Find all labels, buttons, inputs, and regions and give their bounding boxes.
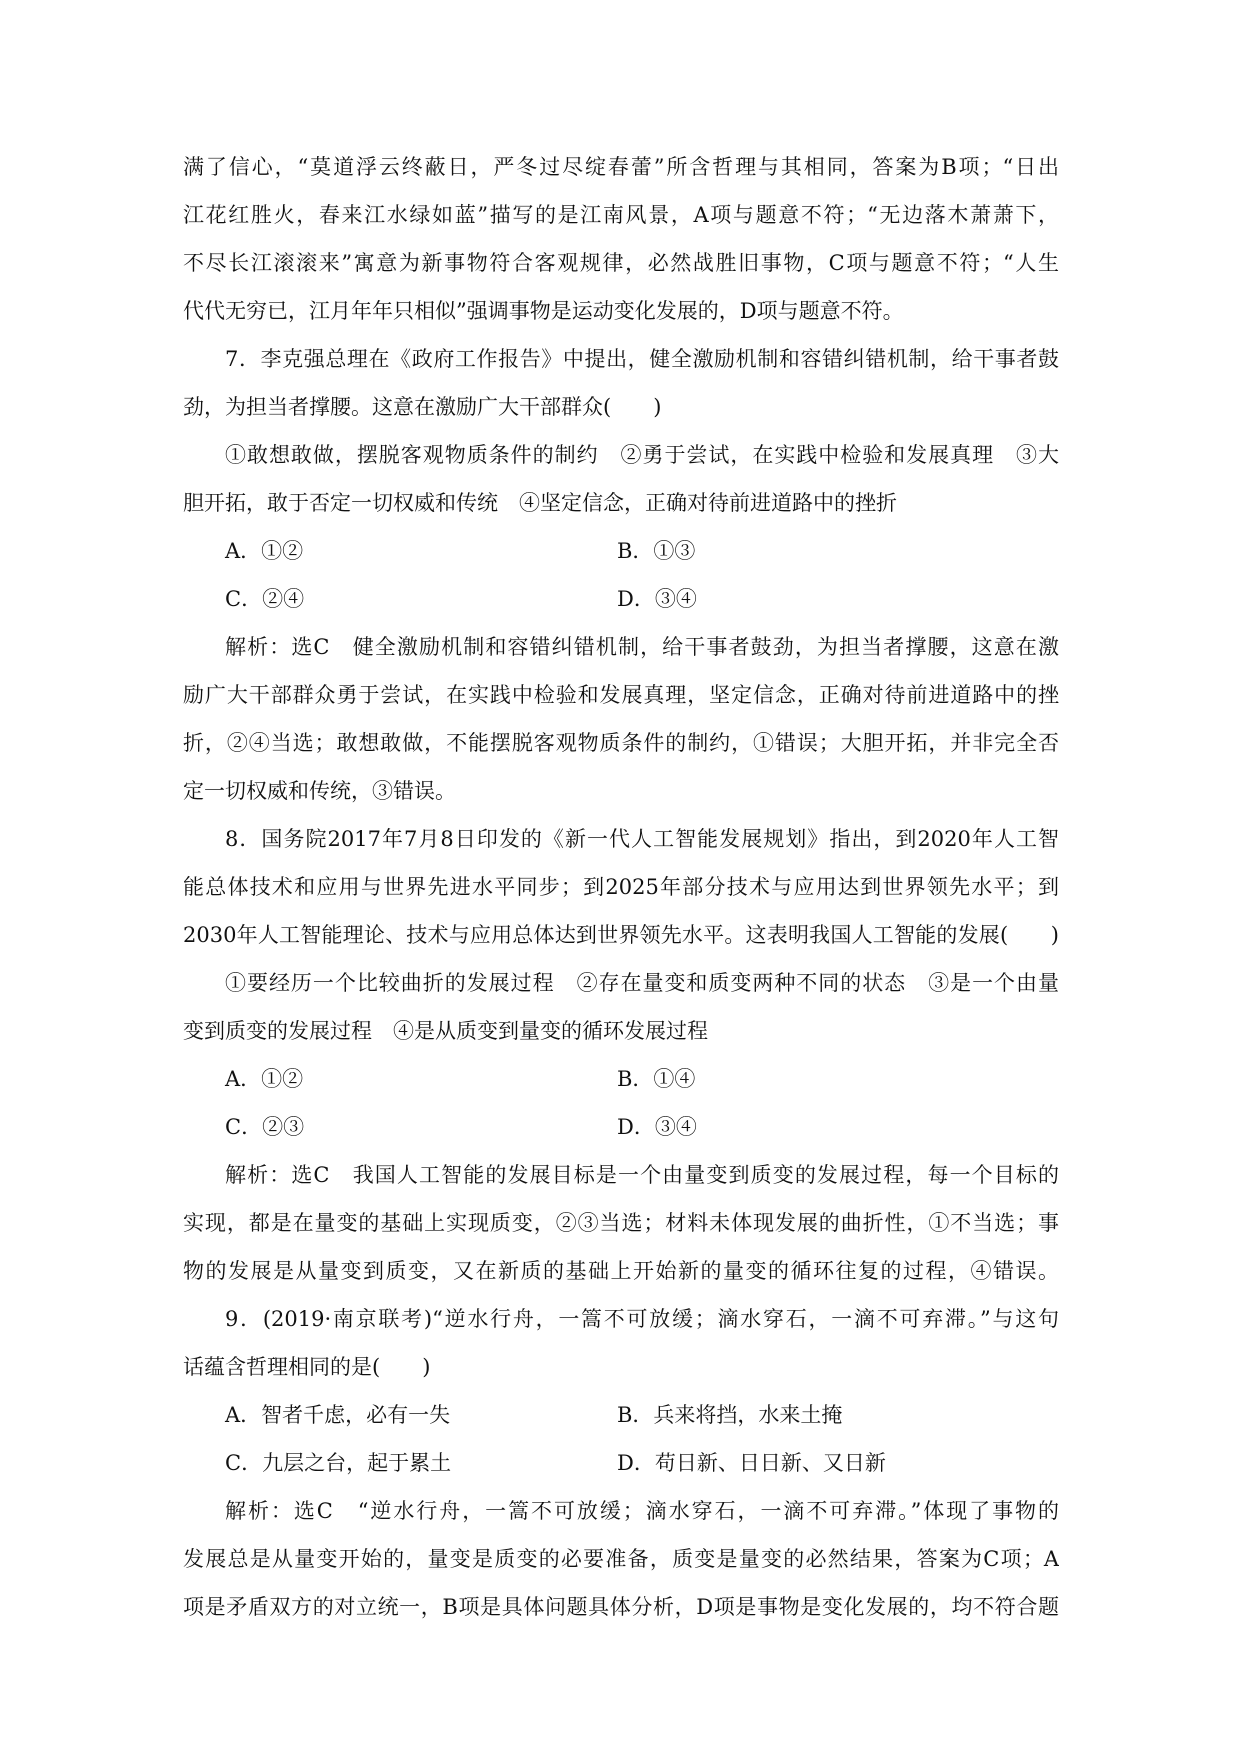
- option-a: A．①②: [225, 539, 304, 563]
- question-7-statements: ①敢想敢做，摆脱客观物质条件的制约 ②勇于尝试，在实践中检验和发展真理 ③大: [225, 443, 1059, 467]
- question-9-options-row: [183, 1439, 1059, 1487]
- question-7-options-row: [183, 527, 1059, 575]
- question-9-stem: 9．(2019·南京联考)“逆水行舟，一篙不可放缓；滴水穿石，一滴不可弃滞。”与这句: [225, 1307, 1059, 1331]
- question-9-analysis: 项是矛盾双方的对立统一，B项是具体问题具体分析，D项是事物是变化发展的，均不符合题: [183, 1595, 1059, 1619]
- question-8-options-row: [183, 1103, 1059, 1151]
- option-d: D．③④: [617, 587, 697, 611]
- question-8-analysis: 实现，都是在量变的基础上实现质变，②③当选；材料未体现发展的曲折性，①不当选；事: [183, 1211, 1059, 1235]
- question-8-statements: 变到质变的发展过程 ④是从质变到量变的循环发展过程: [183, 1019, 708, 1043]
- question-9-options-row: [183, 1391, 1059, 1439]
- question-8-options-row: [183, 1055, 1059, 1103]
- option-c: C．九层之台，起于累土: [225, 1451, 452, 1475]
- option-d: D．苟日新、日日新、又日新: [617, 1451, 886, 1475]
- question-7-analysis: 解析：选C 健全激励机制和容错纠错机制，给干事者鼓劲，为担当者撑腰，这意在激: [225, 635, 1059, 659]
- option-b: B．①③: [617, 539, 696, 563]
- option-a: A．智者千虑，必有一失: [225, 1403, 451, 1427]
- question-8-stem: 能总体技术和应用与世界先进水平同步；到2025年部分技术与应用达到世界领先水平；到: [183, 875, 1059, 899]
- question-9-stem: 话蕴含哲理相同的是( ): [183, 1355, 431, 1379]
- option-c: C．②③: [225, 1115, 305, 1139]
- option-c: C．②④: [225, 587, 305, 611]
- question-8-statements: ①要经历一个比较曲折的发展过程 ②存在量变和质变两种不同的状态 ③是一个由量: [225, 971, 1059, 995]
- question-7-options-row: [183, 575, 1059, 623]
- text-line: 江花红胜火，春来江水绿如蓝”描写的是江南风景，A项与题意不符；“无边落木萧萧下，: [183, 203, 1059, 227]
- question-9-analysis: 解析：选C “逆水行舟，一篙不可放缓；滴水穿石，一滴不可弃滞。”体现了事物的: [225, 1499, 1059, 1523]
- question-9-analysis: 发展总是从量变开始的，量变是质变的必要准备，质变是量变的必然结果，答案为C项；A: [183, 1547, 1059, 1571]
- option-d: D．③④: [617, 1115, 697, 1139]
- option-b: B．兵来将挡，水来土掩: [617, 1403, 843, 1427]
- text-line: 满了信心，“莫道浮云终蔽日，严冬过尽绽春蕾”所含哲理与其相同，答案为B项；“日出: [183, 155, 1059, 179]
- document-page: [183, 143, 1059, 1631]
- question-8-stem: 8．国务院2017年7月8日印发的《新一代人工智能发展规划》指出，到2020年人工智: [225, 827, 1059, 851]
- question-8-analysis: 解析：选C 我国人工智能的发展目标是一个由量变到质变的发展过程，每一个目标的: [225, 1163, 1059, 1187]
- text-line: 不尽长江滚滚来”寓意为新事物符合客观规律，必然战胜旧事物，C项与题意不符；“人生: [183, 251, 1059, 275]
- option-b: B．①④: [617, 1067, 696, 1091]
- question-7-analysis: 折，②④当选；敢想敢做，不能摆脱客观物质条件的制约，①错误；大胆开拓，并非完全否: [183, 731, 1059, 755]
- text-line: 代代无穷已，江月年年只相似”强调事物是运动变化发展的，D项与题意不符。: [183, 299, 904, 323]
- question-7-analysis: 励广大干部群众勇于尝试，在实践中检验和发展真理，坚定信念，正确对待前进道路中的挫: [183, 683, 1059, 707]
- question-8-analysis: 物的发展是从量变到质变，又在新质的基础上开始新的量变的循环往复的过程，④错误。: [183, 1259, 1059, 1283]
- option-a: A．①②: [225, 1067, 304, 1091]
- question-7-analysis: 定一切权威和传统，③错误。: [183, 779, 456, 803]
- question-7-statements: 胆开拓，敢于否定一切权威和传统 ④坚定信念，正确对待前进道路中的挫折: [183, 491, 897, 515]
- question-7-stem: 劲，为担当者撑腰。这意在激励广大干部群众( ): [183, 395, 662, 419]
- question-8-stem: 2030年人工智能理论、技术与应用总体达到世界领先水平。这表明我国人工智能的发展( ): [183, 923, 1059, 947]
- question-7-stem: 7．李克强总理在《政府工作报告》中提出，健全激励机制和容错纠错机制，给干事者鼓: [225, 347, 1059, 371]
